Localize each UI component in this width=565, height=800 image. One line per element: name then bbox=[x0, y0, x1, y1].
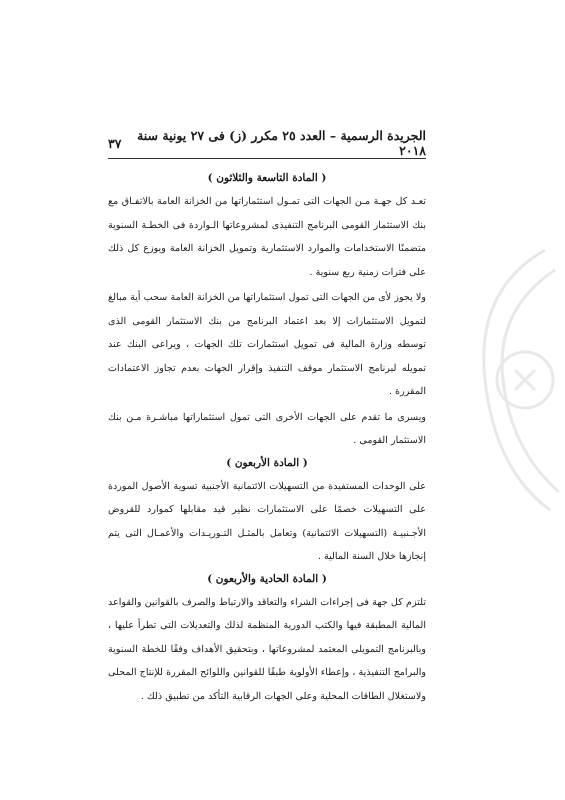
article-paragraph: ويسرى ما تقدم على الجهات الأخرى التى تمول استثماراتها مباشـرة مـن بنك الاستثمار القومى . bbox=[108, 411, 426, 446]
article-41 bbox=[108, 573, 426, 709]
article-title: ( المادة الأربعون ) bbox=[226, 456, 308, 469]
article-40 bbox=[108, 457, 426, 569]
article-title: ( المادة الحادية والأربعون ) bbox=[207, 572, 327, 585]
article-39 bbox=[108, 172, 426, 453]
official-stamp-watermark-icon bbox=[455, 230, 565, 530]
article-paragraph: تلتزم كل جهة فى إجراءات الشراء والتعاقد والارتباط والصرف بالقوانين والقواعد المالية المطبقة فيها والكتب الدورية المنظمة لذلك والتعديلات التى تطرأ عليها ، وبالبرنامج التمويلى المعتمد لمشروعاتها ، وبتحقيق الأهداف وفقًا للخطة السنوية والبرامج التنفيذية ، وإعطاء الأولوية طبقًا للقوانين واللوائح المقررة للإنتاج المحلى ولاستغلال الطاقات المحلية وعلى الجهات الرقابية التأكد من تطبيق ذلك . bbox=[108, 596, 426, 702]
page-number: ٣٧ bbox=[108, 135, 122, 151]
article-paragraph: تعـد كل جهـة مـن الجهات التى تمـول استثماراتها من الخزانة العامة بالاتفـاق مع بنك الاستثمار القومى البرنامج التنفيذى لمشروعاتها الـواردة فى الخطـة السنوية متضمنًا الاستخدامات والموارد الاستثمارية وتمويل الخزانة العامة ويوزع كل ذلك على فترات زمنية ربع سنوية . bbox=[108, 196, 426, 278]
article-paragraph: على الوحدات المستفيدة من التسهيلات الائتمانية الأجنبية تسوية الأصول الموردة على التسهيلات خصمًا على الاستثمارات نظير قيد مقابلها كموارد للقروض الأجـنبيـة (التسهيلات الائتمانية) وتعامل بالمثـل التـوريـدات والأعمـال التى يتم إنجازها خلال السنة المالية . bbox=[108, 480, 426, 562]
document-body bbox=[108, 168, 426, 710]
article-title: ( المادة التاسعة والثلاثون ) bbox=[207, 172, 327, 184]
header-rule bbox=[108, 158, 426, 159]
article-paragraph: ولا يجوز لأى من الجهات التى تمول استثماراتها من الخزانة العامة سحب أية مبالغ لتمويل الاستثمارات إلا بعد اعتماد البرنامج من بنك الاستثمار القومى الذى توسطه وزارة المالية فى تمويل استثمارات تلك الجهات ، ويراعى البنك عند تمويله لبرنامج الاستثمار موقف التنفيذ وإقرار الجهات بعدم تجاوز الاعتمادات المقررة . bbox=[108, 292, 426, 397]
publication-title: الجريدة الرسمية – العدد ٢٥ مكرر (ز) فى ٢٧ يونية سنة ٢٠١٨ bbox=[137, 128, 426, 158]
page-header bbox=[108, 130, 426, 156]
